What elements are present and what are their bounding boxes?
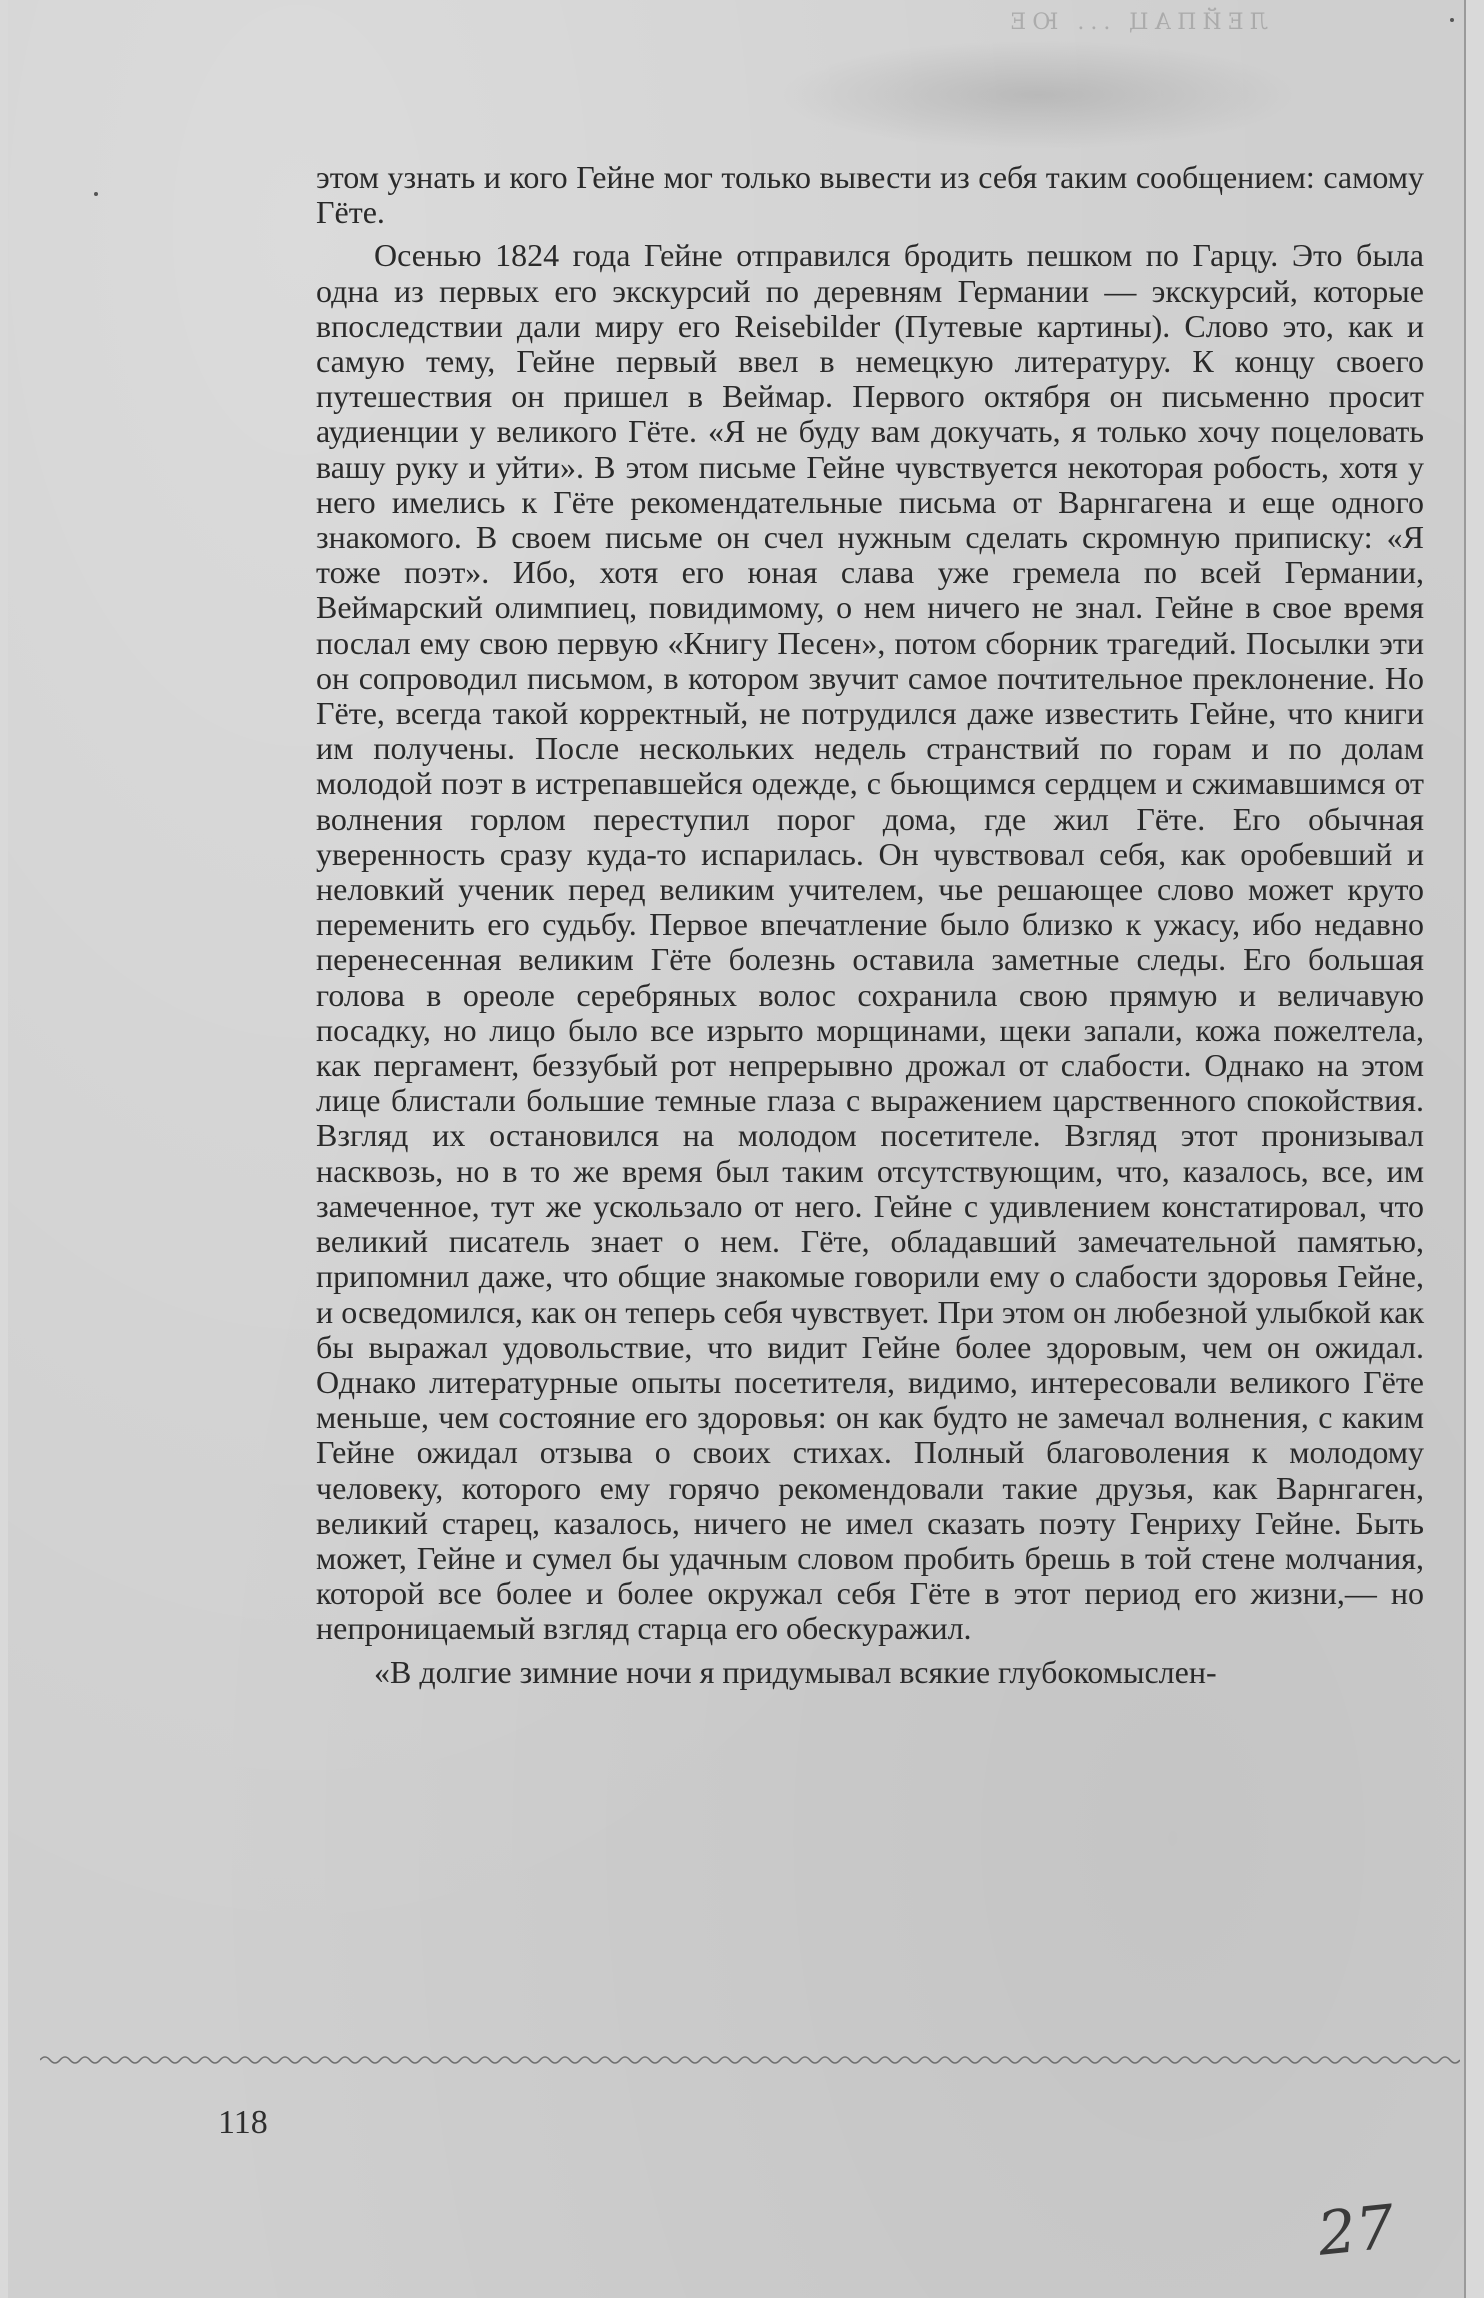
handwritten-page-number: 27 — [1314, 2192, 1398, 2270]
paragraph-main: Осенью 1824 года Гейне отправился бродить пешком по Гарцу. Это была одна из первых его экскурсий по деревням Германии — экскурсий, которые впоследствии дали миру его Reisebilder (Путевые картины). Слово это, как и самую тему, Гейне первый ввел в немецкую литературу. К концу своего путешествия он пришел в Веймар. Первого октября он письменно просит аудиенции у великого Гёте. «Я не буду вам докучать, я только хочу поцеловать вашу руку и уйти». В этом письме Гейне чувствуется некоторая робость, хотя у него имелись к Гёте рекомендательные письма от Варнгагена и еще одного знакомого. В своем письме он счел нужным сделать скромную приписку: «Я тоже поэт». Ибо, хотя его юная слава уже гремела по всей Германии, Веймарский олимпиец, повидимому, о нем ничего не знал. Гейне в свое время послал ему свою первую «Книгу Песен», потом сборник трагедий. Посылки эти он сопроводил письмом, в котором звучит самое почтительное преклонение. Но Гёте, всегда такой корректный, не потрудился даже известить Гейне, что книги им получены. После нескольких недель странствий по горам и по долам молодой поэт в истрепавшейся одежде, с бьющимся сердцем и сжимавшимся от волнения горлом переступил порог дома, где жил Гёте. Его обычная уверенность сразу куда-то испарилась. Он чувствовал себя, как оробевший и неловкий ученик перед великим учителем, чье решающее слово может круто переменить его судьбу. Первое впечатление было близко к ужасу, ибо недавно перенесенная великим Гёте болезнь оставила заметные следы. Его большая голова в ореоле серебряных волос сохранила свою прямую и величавую посадку, но лицо было все изрыто морщинами, щеки запали, кожа пожелтела, как пергамент, беззубый рот непрерывно дрожал от слабости. Однако на этом лице блистали большие темные глаза с выражением царственного спокойствия. Взгляд их остановился на молодом посетителе. Взгляд этот пронизывал насквозь, но в то же время был таким отсутствующим, что, казалось, все, им замеченное, тут же ускользало от него. Гейне с удивлением констатировал, что великий писатель знает о нем. Гёте, обладавший замечательной памятью, припомнил даже, что общие знакомые говорили ему о слабости здоровья Гейне, и осведомился, как он теперь себя чувствует. При этом он любезной улыбкой как бы выражал удовольствие, что видит Гейне более здоровым, чем он ожидал. Однако литературные опыты посетителя, видимо, интересовали великого Гёте меньше, чем состояние его здоровья: он как будто не замечал волнения, с каким Гейне ожидал отзыва о своих стихах. Полный благоволения к молодому человеку, которого ему горячо рекомендовали такие друзья, как Варнгаген, великий старец, казалось, ничего не имел сказать поэту Генриху Гейне. Быть может, Гейне и сумел бы удачным словом пробить брешь в той стене молчания, которой все более и более окружал себя Гёте в этот период его жизни,— но непроницаемый взгляд старца его обескуражил. — [316, 237, 1424, 1647]
bleed-through-shadow — [778, 40, 1298, 150]
dust-speck — [1450, 18, 1454, 22]
body-text — [316, 160, 1424, 1690]
bleed-through-header: ЛЕЙПАЦ ... ЮЕ — [1004, 10, 1268, 35]
wavy-divider-line — [40, 2057, 1460, 2063]
wavy-divider — [40, 2050, 1460, 2070]
paragraph-continuation: этом узнать и кого Гейне мог только вывести из себя таким сообщением: самому Гёте. — [316, 159, 1424, 231]
page-number: 118 — [218, 2104, 268, 2141]
paragraph-next: «В долгие зимние ночи я придумывал всякие глубокомыслен- — [374, 1653, 1217, 1690]
dust-speck — [94, 192, 98, 196]
